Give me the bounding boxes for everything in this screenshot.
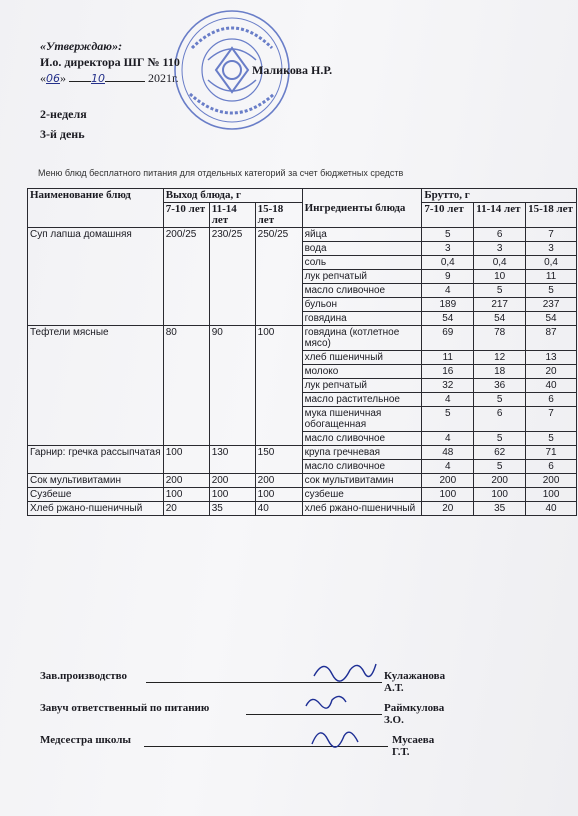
dish-output: 90: [209, 326, 255, 446]
gross-value: 4: [422, 284, 474, 298]
table-row: [28, 488, 577, 502]
ingredient-name: масло сливочное: [302, 284, 422, 298]
gross-value: 48: [422, 446, 474, 460]
gross-value: 0,4: [422, 256, 474, 270]
signature-name: Раймкулова З.О.: [384, 702, 445, 726]
gross-value: 9: [422, 270, 474, 284]
gross-value: 3: [526, 242, 577, 256]
ingredient-name: бульон: [302, 298, 422, 312]
gross-value: 6: [526, 393, 577, 407]
signature-role: Завуч ответственный по питанию: [40, 702, 210, 714]
gross-value: 189: [422, 298, 474, 312]
gross-value: 5: [526, 432, 577, 446]
ingredient-name: лук репчатый: [302, 270, 422, 284]
header-age-15-18: 15-18 лет: [255, 203, 302, 228]
gross-value: 5: [474, 393, 526, 407]
date-year: 2021г.: [148, 71, 179, 85]
dish-name: Хлеб ржано-пшеничный: [28, 502, 164, 516]
gross-value: 36: [474, 379, 526, 393]
dish-output: 100: [255, 326, 302, 446]
header-gross-11-14: 11-14 лет: [474, 203, 526, 228]
gross-value: 71: [526, 446, 577, 460]
date-open-quote: «: [40, 71, 46, 85]
dish-output: 20: [163, 502, 209, 516]
gross-value: 40: [526, 502, 577, 516]
approval-date: [40, 70, 180, 87]
gross-value: 5: [474, 460, 526, 474]
ingredient-name: молоко: [302, 365, 422, 379]
ingredient-name: масло сливочное: [302, 460, 422, 474]
dish-output: 100: [209, 488, 255, 502]
gross-value: 13: [526, 351, 577, 365]
gross-value: 0,4: [474, 256, 526, 270]
ingredient-name: соль: [302, 256, 422, 270]
gross-value: 200: [422, 474, 474, 488]
gross-value: 100: [474, 488, 526, 502]
ingredient-name: вода: [302, 242, 422, 256]
gross-value: 200: [526, 474, 577, 488]
gross-value: 69: [422, 326, 474, 351]
handwritten-signature-icon: [310, 654, 380, 684]
signature-role: Медсестра школы: [40, 734, 131, 746]
dish-output: 130: [209, 446, 255, 474]
menu-table-body: [28, 228, 577, 516]
handwritten-signature-icon: [308, 718, 368, 752]
ingredient-name: крупа гречневая: [302, 446, 422, 460]
gross-value: 54: [474, 312, 526, 326]
header-gross-7-10: 7-10 лет: [422, 203, 474, 228]
signature-name: Мусаева Г.Т.: [392, 734, 435, 758]
gross-value: 7: [526, 407, 577, 432]
gross-value: 16: [422, 365, 474, 379]
gross-value: 11: [422, 351, 474, 365]
gross-value: 5: [526, 284, 577, 298]
signatures-block: [40, 670, 446, 766]
header-dish: Наименование блюд: [28, 189, 164, 228]
gross-value: 87: [526, 326, 577, 351]
menu-table: [27, 188, 577, 516]
date-month: 10: [91, 72, 105, 85]
date-day: 06: [46, 72, 60, 85]
header-gross-15-18: 15-18 лет: [526, 203, 577, 228]
director-line: И.о. директора ШГ № 110: [40, 55, 180, 69]
header-age-11-14: 11-14 лет: [209, 203, 255, 228]
header-ingredients: Ингредиенты блюда: [302, 189, 422, 228]
gross-value: 78: [474, 326, 526, 351]
gross-value: 3: [474, 242, 526, 256]
gross-value: 62: [474, 446, 526, 460]
week-label: 2-неделя: [40, 107, 87, 121]
gross-value: 0,4: [526, 256, 577, 270]
gross-value: 10: [474, 270, 526, 284]
gross-value: 5: [474, 432, 526, 446]
gross-value: 4: [422, 460, 474, 474]
dish-output: 100: [163, 488, 209, 502]
gross-value: 100: [422, 488, 474, 502]
ingredient-name: яйца: [302, 228, 422, 242]
signature-row-nurse: [40, 734, 435, 766]
ingredient-name: масло растительное: [302, 393, 422, 407]
dish-output: 200: [255, 474, 302, 488]
menu-title: Меню блюд бесплатного питания для отдельных категорий за счет бюджетных средств: [38, 168, 404, 178]
day-label: 3-й день: [40, 127, 85, 141]
gross-value: 217: [474, 298, 526, 312]
gross-value: 4: [422, 393, 474, 407]
gross-value: 5: [422, 228, 474, 242]
dish-output: 200: [163, 474, 209, 488]
dish-output: 250/25: [255, 228, 302, 326]
ingredient-name: мука пшеничная обогащенная: [302, 407, 422, 432]
signature-name: Кулажанова А.Т.: [384, 670, 446, 694]
header-gross: Брутто, г: [422, 189, 577, 203]
dish-output: 150: [255, 446, 302, 474]
week-day-block: [40, 104, 87, 144]
gross-value: 20: [526, 365, 577, 379]
ingredient-name: говядина: [302, 312, 422, 326]
gross-value: 5: [422, 407, 474, 432]
gross-value: 237: [526, 298, 577, 312]
dish-output: 80: [163, 326, 209, 446]
dish-name: Суп лапша домашняя: [28, 228, 164, 326]
table-row: [28, 228, 577, 242]
ingredient-name: сузбеше: [302, 488, 422, 502]
gross-value: 3: [422, 242, 474, 256]
dish-name: Гарнир: гречка рассыпчатая: [28, 446, 164, 474]
gross-value: 32: [422, 379, 474, 393]
approval-block: [40, 38, 180, 87]
dish-output: 100: [163, 446, 209, 474]
dish-name: Сузбеше: [28, 488, 164, 502]
dish-output: 40: [255, 502, 302, 516]
dish-output: 230/25: [209, 228, 255, 326]
ingredient-name: хлеб пшеничный: [302, 351, 422, 365]
dish-name: Тефтели мясные: [28, 326, 164, 446]
table-row: [28, 474, 577, 488]
handwritten-signature-icon: [302, 686, 352, 716]
dish-output: 100: [255, 488, 302, 502]
gross-value: 12: [474, 351, 526, 365]
dish-output: 200/25: [163, 228, 209, 326]
dish-output: 35: [209, 502, 255, 516]
gross-value: 54: [422, 312, 474, 326]
header-age-7-10: 7-10 лет: [163, 203, 209, 228]
gross-value: 54: [526, 312, 577, 326]
gross-value: 11: [526, 270, 577, 284]
gross-value: 6: [526, 460, 577, 474]
gross-value: 18: [474, 365, 526, 379]
table-row: [28, 502, 577, 516]
gross-value: 100: [526, 488, 577, 502]
gross-value: 6: [474, 228, 526, 242]
gross-value: 200: [474, 474, 526, 488]
approval-title: «Утверждаю»:: [40, 39, 123, 53]
gross-value: 35: [474, 502, 526, 516]
ingredient-name: лук репчатый: [302, 379, 422, 393]
gross-value: 7: [526, 228, 577, 242]
director-name: Маликова Н.Р.: [252, 63, 333, 77]
gross-value: 6: [474, 407, 526, 432]
date-close-quote: »: [60, 71, 66, 85]
ingredient-name: хлеб ржано-пшеничный: [302, 502, 422, 516]
gross-value: 40: [526, 379, 577, 393]
dish-name: Сок мультивитамин: [28, 474, 164, 488]
gross-value: 5: [474, 284, 526, 298]
table-row: [28, 326, 577, 351]
table-row: [28, 446, 577, 460]
ingredient-name: говядина (котлетное мясо): [302, 326, 422, 351]
signature-role: Зав.производство: [40, 670, 127, 682]
dish-output: 200: [209, 474, 255, 488]
gross-value: 20: [422, 502, 474, 516]
header-output: Выход блюда, г: [163, 189, 302, 203]
signature-row-deputy: [40, 702, 445, 734]
gross-value: 4: [422, 432, 474, 446]
ingredient-name: сок мультивитамин: [302, 474, 422, 488]
ingredient-name: масло сливочное: [302, 432, 422, 446]
signature-row-production: [40, 670, 446, 702]
